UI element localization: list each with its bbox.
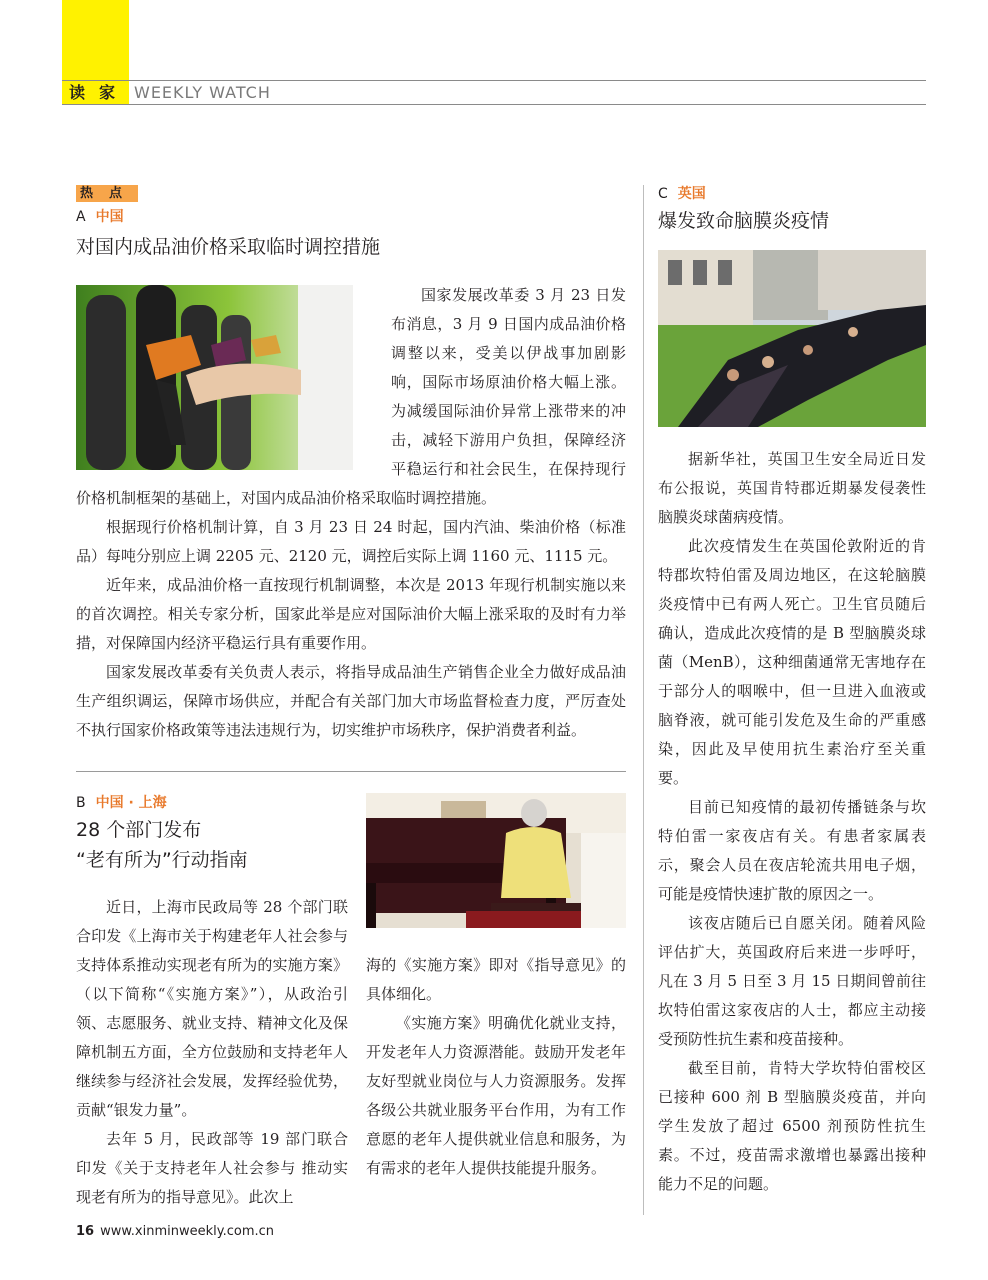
article-b-col2: [366, 951, 626, 1183]
article-a-region: 中国: [95, 209, 124, 225]
hot-tag: 热点: [76, 185, 138, 202]
article-b-region: 中国 · 上海: [95, 795, 167, 811]
article-b-title-line2: “老有所为”行动指南: [76, 849, 248, 871]
article-c-p5: 截至目前，肯特大学坎特伯雷校区已接种 600 剂 B 型脑膜炎疫苗，并向学生发放了超过 6500 剂预防性抗生素。不过，疫苗需求激增也暴露出接种能力不足的问题。: [658, 1059, 926, 1193]
divider-vertical: [643, 185, 644, 1215]
article-c-p1: 据新华社，英国卫生安全局近日发布公报说，英国肯特郡近期暴发侵袭性脑膜炎球菌病疫情。: [658, 450, 926, 526]
piano-photo: [366, 793, 626, 928]
article-c-letter: C: [658, 186, 668, 202]
header-rule-bottom: [62, 104, 926, 105]
article-a-p2: 根据现行价格机制计算，自 3 月 23 日 24 时起，国内汽油、柴油价格（标准品）每吨分别应上调 2205 元、2120 元，调控后实际上调 1160 元、1115 元。: [76, 518, 626, 565]
article-b-col1: [76, 893, 348, 1212]
article-a-head: [76, 208, 124, 226]
page-footer: [76, 1224, 274, 1239]
article-c-body: [658, 445, 926, 1199]
section-label: 读家: [62, 81, 129, 104]
article-a-p4: 国家发展改革委有关负责人表示，将指导成品油生产销售企业全力做好成品油生产组织调运，保障市场供应，并配合有关部门加大市场监督检查力度，严厉查处不执行国家价格政策等违法违规行为，切实维护市场秩序，保护消费者利益。: [76, 663, 626, 739]
article-b-c1-p1: 近日，上海市民政局等 28 个部门联合印发《上海市关于构建老年人社会参与支持体系推动实现老有所为的实施方案》（以下简称“《实施方案》”），从政治引领、志愿服务、就业支持、精神文化及保障机制五方面，全方位鼓励和支持老年人继续参与经济社会发展，发挥经验优势，贡献“银发力量”。: [76, 898, 348, 1119]
fuel-pump-photo: [76, 285, 353, 470]
header-yellow-block: [62, 0, 129, 80]
page-number: 16: [76, 1224, 95, 1239]
article-c-p3: 目前已知疫情的最初传播链条与坎特伯雷一家夜店有关。有患者家属表示，聚会人员在夜店轮流共用电子烟，可能是疫情快速扩散的原因之一。: [658, 798, 926, 903]
article-a-letter: A: [76, 209, 86, 225]
article-c-p4: 该夜店随后已自愿关闭。随着风险评估扩大，英国政府后来进一步呼吁，凡在 3 月 5 日至 3 月 15 日期间曾前往坎特伯雷这家夜店的人士，都应主动接受预防性抗生素和疫苗接种。: [658, 914, 926, 1048]
queue-photo: [658, 250, 926, 427]
article-a-p1: 国家发展改革委 3 月 23 日发布消息，3 月 9 日国内成品油价格调整以来，受美以伊战事加剧影响，国际市场原油价格大幅上涨。为减缓国际油价异常上涨带来的冲击，减轻下游用户负担，保障经济平稳运行和社会民生，在保持现行价格机制框架的基础上，对国内成品油价格采取临时调控措施。: [76, 286, 626, 507]
article-c-p2: 此次疫情发生在英国伦敦附近的肯特郡坎特伯雷及周边地区，在这轮脑膜炎疫情中已有两人死亡。卫生官员随后确认，造成此次疫情的是 B 型脑膜炎球菌（MenB），这种细菌通常无害地存在于部分人的咽喉中，但一旦进入血液或脑脊液，就可能引发危及生命的严重感染，因此及早使用抗生素治疗至关重要。: [658, 537, 926, 787]
article-c-head: [658, 185, 706, 203]
article-b-head: [76, 794, 167, 812]
article-c-title: 爆发致命脑膜炎疫情: [658, 210, 830, 232]
article-b-c1-p2: 去年 5 月，民政部等 19 部门联合印发《关于支持老年人社会参与 推动实现老有所为的指导意见》。此次上: [76, 1130, 348, 1206]
article-c-region: 英国: [677, 186, 706, 202]
article-a-p3: 近年来，成品油价格一直按现行机制调整，本次是 2013 年现行机制实施以来的首次调控。相关专家分析，国家此举是应对国际油价大幅上涨采取的及时有力举措，对保障国内经济平稳运行具有重要作用。: [76, 576, 626, 652]
divider-horizontal: [76, 771, 626, 772]
footer-url: www.xinminweekly.com.cn: [100, 1224, 275, 1239]
article-b-letter: B: [76, 795, 86, 811]
article-b-title-line1: 28 个部门发布: [76, 819, 202, 841]
article-b-c2-p2: 《实施方案》明确优化就业支持，开发老年人力资源潜能。鼓励开发老年友好型就业岗位与人力资源服务。发挥各级公共就业服务平台作用，为有工作意愿的老年人提供就业信息和服务，为有需求的老年人提供技能提升服务。: [366, 1014, 626, 1177]
article-b-c2-p1: 海的《实施方案》即对《指导意见》的具体细化。: [366, 956, 626, 1003]
article-a-title: 对国内成品油价格采取临时调控措施: [76, 236, 381, 258]
section-subtitle: WEEKLY WATCH: [134, 83, 271, 102]
